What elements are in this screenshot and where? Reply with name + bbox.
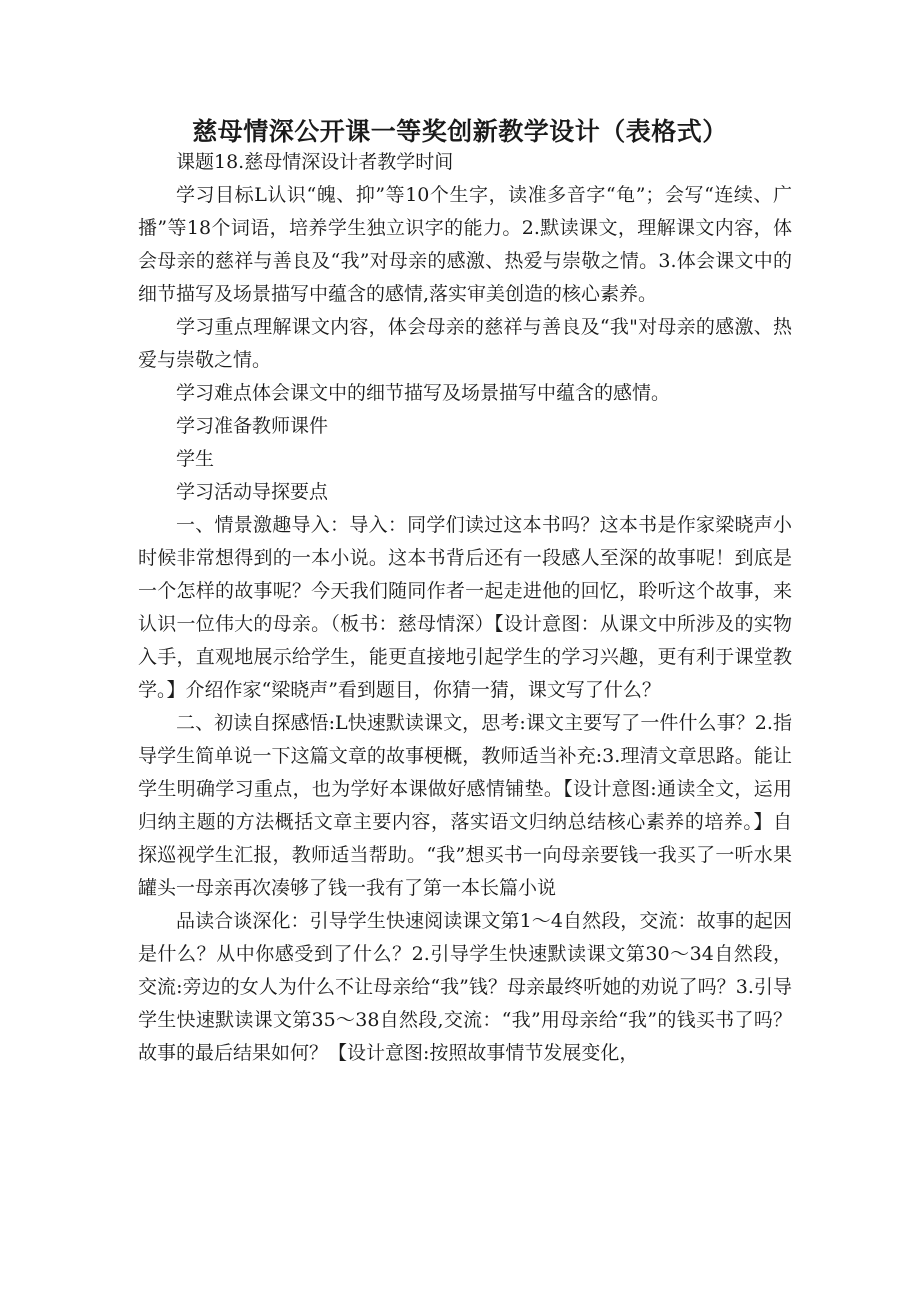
preparation-student-line: 学生 <box>176 448 215 470</box>
learning-objectives-paragraph: 学习目标L认识“魄、抑”等10个生字，读准多音字“龟”；会写“连续、广播”等18个词语，培养学生独立识字的能力。2.默读课文，理解课文内容，体会母亲的慈祥与善良及“我”对母亲的感激、热爱与崇敬之情。3.体会课文中的细节描写及场景描写中蕴含的感情,落实审美创造的核心素养。 <box>138 184 792 305</box>
document-title: 慈母情深公开课一等奖创新教学设计（表格式） <box>192 117 728 146</box>
preparation-teacher-line: 学习准备教师课件 <box>176 415 329 437</box>
difficulties-paragraph: 学习难点体会课文中的细节描写及场景描写中蕴含的感情。 <box>176 382 671 404</box>
section-one-paragraph: 一、情景激趣导入：导入：同学们读过这本书吗？这本书是作家梁晓声小时候非常想得到的一本小说。这本书背后还有一段感人至深的故事呢！到底是一个怎样的故事呢？今天我们随同作者一起走进他的回忆，聆听这个故事，来认识一位伟大的母亲。（板书：慈母情深）【设计意图：从课文中所涉及的实物入手，直观地展示给学生，能更直接地引起学生的学习兴趣，更有利于课堂教学。】介绍作家“梁晓声”看到题目，你猜一猜，课文写了什么？ <box>138 514 792 701</box>
document-body <box>138 146 792 1070</box>
lesson-header-line: 课题18.慈母情深设计者教学时间 <box>176 151 454 173</box>
key-points-paragraph: 学习重点理解课文内容，体会母亲的慈祥与善良及“我"对母亲的感激、热爱与崇敬之情。 <box>138 316 792 371</box>
section-two-paragraph: 二、初读自探感悟:L快速默读课文，思考:课文主要写了一件什么事？2.指导学生简单说一下这篇文章的故事梗概，教师适当补充:3.理清文章思路。能让学生明确学习重点，也为学好本课做好感情铺垫。【设计意图:通读全文，运用归纳主题的方法概括文章主要内容，落实语文归纳总结核心素养的培养。】自探巡视学生汇报，教师适当帮助。“我”想买书一向母亲要钱一我买了一听水果罐头一母亲再次凑够了钱一我有了第一本长篇小说 <box>138 712 792 899</box>
activities-header-line: 学习活动导探要点 <box>176 481 329 503</box>
section-three-paragraph: 品读合谈深化：引导学生快速阅读课文第1～4自然段，交流：故事的起因是什么？从中你感受到了什么？2.引导学生快速默读课文第30～34自然段，交流:旁边的女人为什么不让母亲给“我”钱？母亲最终听她的劝说了吗？3.引导学生快速默读课文第35～38自然段,交流：“我”用母亲给“我”的钱买书了吗？故事的最后结果如何？【设计意图:按照故事情节发展变化， <box>138 910 792 1064</box>
